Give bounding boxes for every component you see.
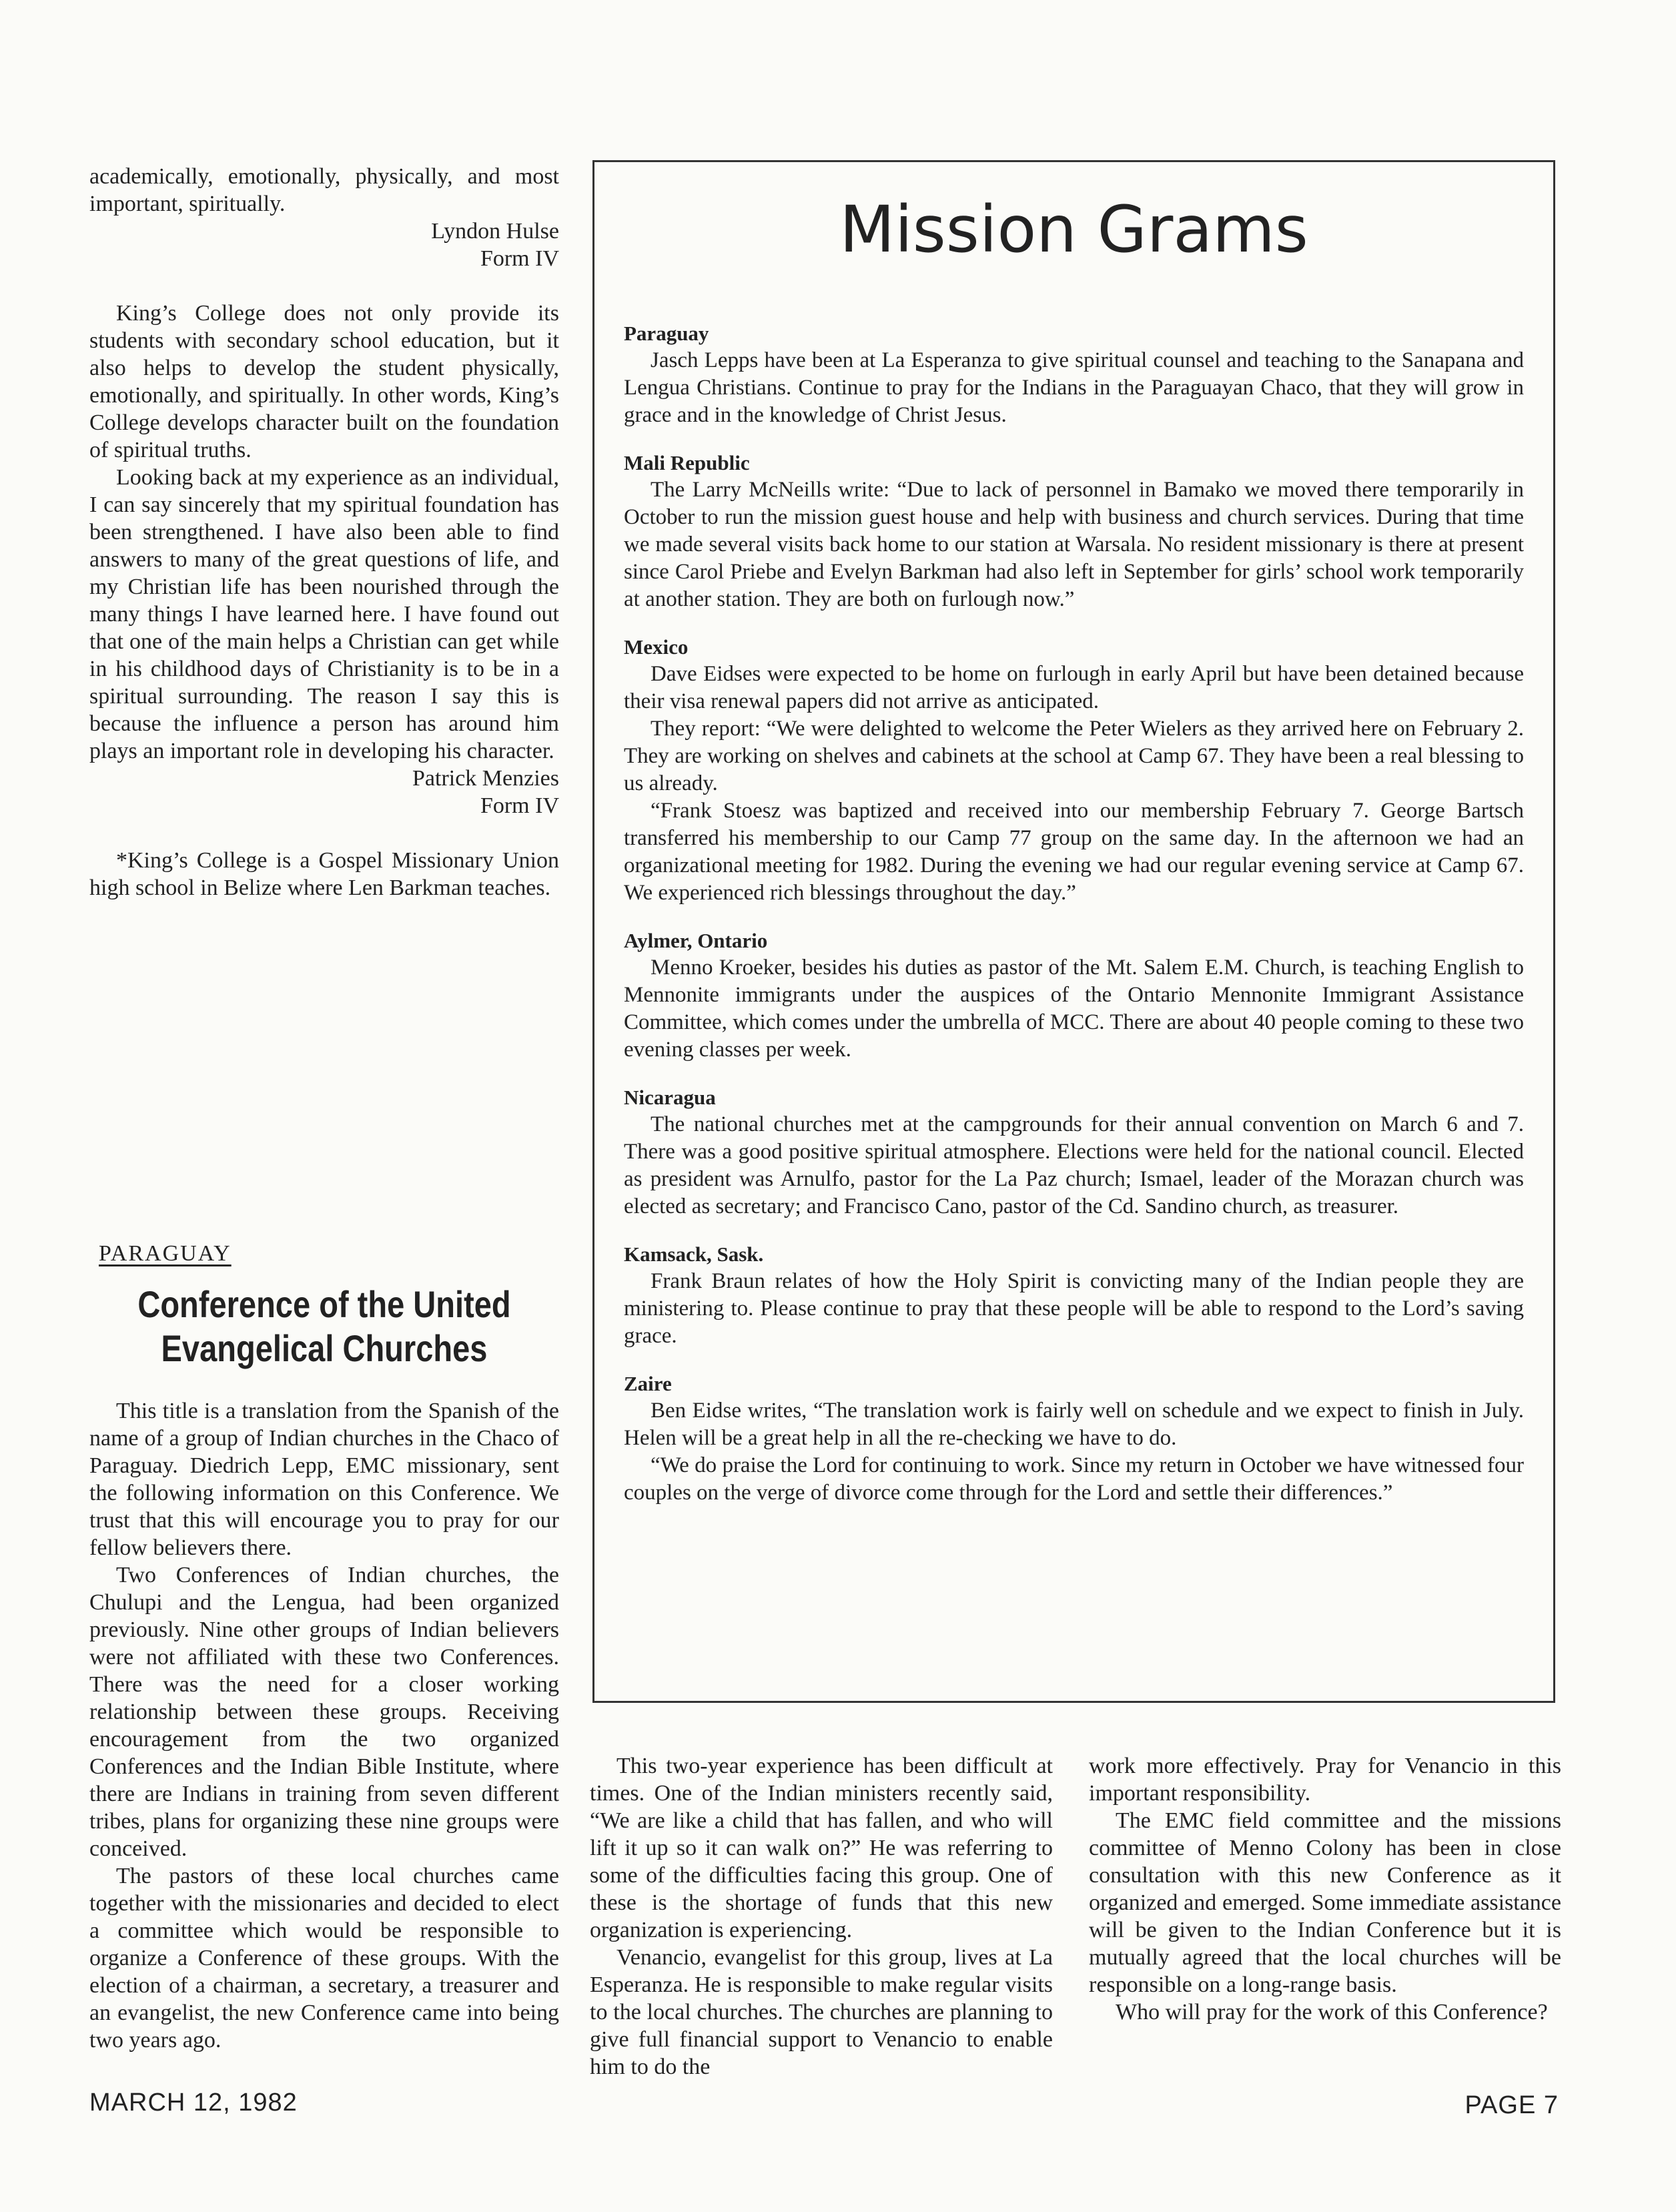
section-paragraph: “Frank Stoesz was baptized and received into our membership February 7. George Bartsch transferred his membership to our Camp 77 group on the same day. In the afternoon we had an organizational meeting for 1982. During the evening we had our regular evening service at Camp 67. We experienced rich blessings throughout the day.” [624,799,1524,905]
section-heading: Paraguay [624,322,709,345]
headline-line-2: Evangelical Churches [161,1327,488,1369]
mission-section [624,1084,1524,1220]
section-paragraph: Ben Eidse writes, “The translation work is fairly well on schedule and we expect to finish in July. Helen will be a great help in all the re-checking we have to do. [624,1399,1524,1450]
article-paragraph: This title is a translation from the Spanish of the name of a group of Indian churches in the Chaco of Paraguay. Diedrich Lepp, EMC missionary, sent the following information on this Conference. We trust that this will encourage you to pray for our fellow believers there. [89,1399,559,1560]
mission-section [624,633,1524,907]
article-paragraph: Two Conferences of Indian churches, the Chulupi and the Lengua, had been organized previously. Nine other groups of Indian believers were not affiliated with these two Conferences. There was the need for a closer working relationship between these groups. Receiving encouragement from the two organized Conferences and the Indian Bible Institute, where there are Indians in training from seven different tribes, plans for organizing these nine groups were conceived. [89,1563,559,1861]
article-kicker: PARAGUAY [99,1241,232,1266]
article-paragraph: The EMC field committee and the missions committee of Menno Colony has been in close consultation with this new Conference as it organized and emerged. Some immediate assistance will be given to the Indian Conference but it is mutually agreed that the local churches will be responsible on a long-range basis. [1089,1808,1561,1997]
article-headline [127,1282,521,1371]
article-paragraph: Venancio, evangelist for this group, lives at La Esperanza. He is responsible to make regular visits to the local churches. The churches are planning to give full financial support to Venancio to enable him to do the [590,1945,1053,2079]
page-number: PAGE 7 [1464,2091,1559,2119]
section-paragraph: The national churches met at the campgrounds for their annual convention on March 6 and 7. There was a good positive spiritual atmosphere. Elections were held for the national council. Elected as president was Arnulfo, pastor for the La Paz church; Ismael, leader of the Morazan church was elected as secretary; and Francisco Cano, pastor of the Cd. Sandino church, as treasurer. [624,1112,1524,1218]
signature-name: Lyndon Hulse [431,219,559,244]
article-paragraph: This two-year experience has been difficult at times. One of the Indian ministers recently said, “We are like a child that has fallen, and who will lift it up so it can walk on?” He was referring to some of the difficulties facing this group. One of these is the shortage of funds that this new organization is experiencing. [590,1754,1053,1942]
article-column-1 [89,1397,559,2054]
signature-name: Patrick Menzies [412,766,559,791]
mission-section [624,927,1524,1064]
mission-grams-title: Mission Grams [839,192,1308,267]
essay-fragment: academically, emotionally, physically, and most important, spiritually. [89,164,559,216]
section-paragraph: Dave Eidses were expected to be home on furlough in early April but have been detained because their visa renewal papers did not arrive as anticipated. [624,662,1524,713]
essay-paragraph: Looking back at my experience as an individual, I can say sincerely that my spiritual foundation has been strengthened. I have also been able to find answers to many of the great questions of life, and my Christian life has been nourished through the many things I have learned here. I have found out that one of the main helps a Christian can get while in his childhood days of Christianity is to be in a spiritual surrounding. The reason I say this is because the influence a person has around him plays an important role in developing his character. [89,465,559,763]
article-paragraph: The pastors of these local churches came together with the missionaries and decided to elect a committee which would be responsible to organize a Conference of these groups. With the election of a chairman, a secretary, a treasurer and an evangelist, the new Conference came into being two years ago. [89,1864,559,2053]
section-paragraph: “We do praise the Lord for continuing to work. Since my return in October we have witnessed four couples on the verge of divorce come through for the Lord and settle their differences.” [624,1453,1524,1505]
footnote: *King’s College is a Gospel Missionary Union high school in Belize where Len Barkman teaches. [89,848,559,900]
mission-section [624,1240,1524,1350]
section-paragraph: They report: “We were delighted to welcome the Peter Wielers as they arrived here on February 2. They are working on shelves and cabinets at the school at Camp 67. They have been a real blessing to us already. [624,717,1524,795]
section-heading: Aylmer, Ontario [624,929,768,952]
mission-section [624,1370,1524,1507]
section-paragraph: Jasch Lepps have been at La Esperanza to give spiritual counsel and teaching to the Sanapana and Lengua Christians. Continue to pray for the Indians in the Paraguayan Chaco, that they will grow in grace and in the knowledge of Christ Jesus. [624,348,1524,427]
mission-section [624,320,1524,429]
article-header [89,1241,559,1371]
mission-grams-box [592,160,1555,1703]
essay-paragraph: King’s College does not only provide its students with secondary school education, but it also helps to develop the student physically, emotionally, and spiritually. In other words, King’s College develops character built on the foundation of spiritual truths. [89,301,559,462]
mission-grams-body [624,320,1524,1527]
article-column-2 [590,1752,1053,2081]
section-heading: Nicaragua [624,1086,716,1109]
section-heading: Mali Republic [624,451,750,474]
section-paragraph: Frank Braun relates of how the Holy Spirit is convicting many of the Indian people they are ministering to. Please continue to pray that these people will be able to respond to the Lord’s saving grace. [624,1269,1524,1348]
mission-section [624,449,1524,613]
signature-form: Form IV [480,793,559,818]
section-paragraph: The Larry McNeills write: “Due to lack of personnel in Bamako we moved there temporarily in October to run the mission guest house and help with business and church services. During that time we made several visits back home to our station at Warsala. No resident missionary is there at present since Carol Priebe and Evelyn Barkman had also left in September for girls’ school work temporarily at another station. They are both on furlough now.” [624,478,1524,611]
section-paragraph: Menno Kroeker, besides his duties as pastor of the Mt. Salem E.M. Church, is teaching English to Mennonite immigrants under the auspices of the Ontario Mennonite Immigrant Assistance Committee, which comes under the umbrella of MCC. There are about 40 people coming to these two evening classes per week. [624,956,1524,1062]
signature-form: Form IV [480,246,559,271]
section-heading: Zaire [624,1372,672,1395]
article-paragraph: work more effectively. Pray for Venancio in this important responsibility. [1089,1754,1561,1806]
article-paragraph: Who will pray for the work of this Conference? [1116,2000,1548,2024]
issue-date: MARCH 12, 1982 [89,2089,298,2117]
article-column-3 [1089,1752,1561,2026]
section-heading: Kamsack, Sask. [624,1242,764,1266]
section-heading: Mexico [624,635,689,659]
headline-line-1: Conference of the United [137,1283,511,1325]
left-top-column [89,163,559,901]
